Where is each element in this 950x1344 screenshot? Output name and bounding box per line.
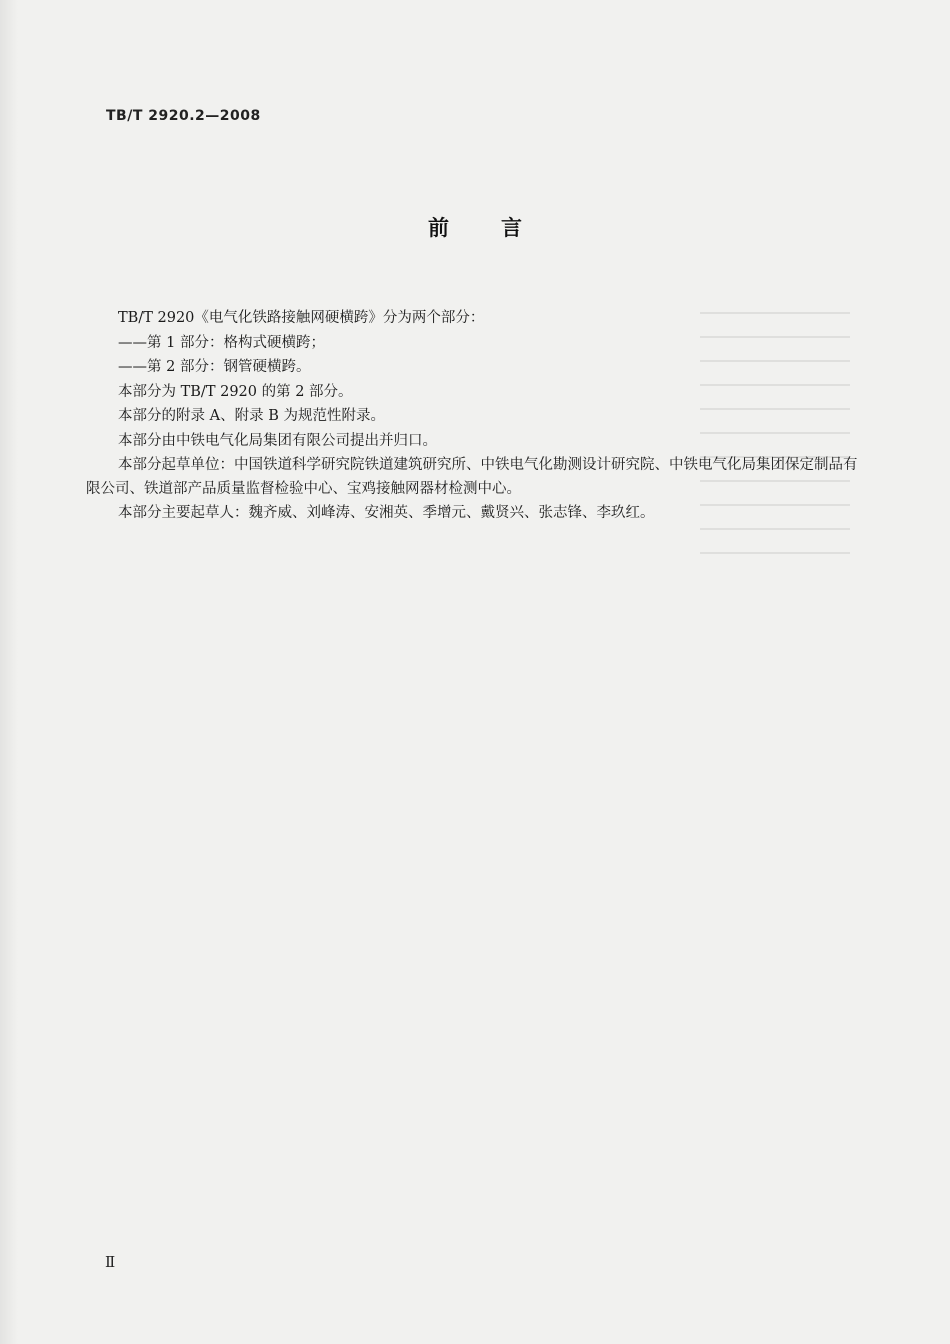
paragraph-part-1: ——第 1 部分：格构式硬横跨；	[118, 334, 325, 351]
paragraph-part-2: ——第 2 部分：钢管硬横跨。	[118, 359, 311, 375]
standard-code: TB/T 2920.2—2008	[106, 108, 261, 124]
paragraph-this-part: 本部分为 TB/T 2920 的第 2 部分。	[118, 383, 353, 400]
paragraph-annexes: 本部分的附录 A、附录 B 为规范性附录。	[118, 408, 385, 424]
page-number: Ⅱ	[105, 1253, 116, 1271]
page-title: 前言	[428, 216, 574, 240]
paragraph-proposer: 本部分由中铁电气化局集团有限公司提出并归口。	[118, 432, 437, 449]
paragraph-drafting-units: 本部分起草单位：中国铁道科学研究院铁道建筑研究所、中铁电气化勘测设计研究院、中铁电气化局集团保定制品有限公司、铁道部产品质量监督检验中心、宝鸡接触网器材检测中心。	[86, 457, 858, 497]
foreword-body	[86, 306, 866, 526]
paragraph-intro: TB/T 2920《电气化铁路接触网硬横跨》分为两个部分：	[118, 310, 485, 326]
paragraph-drafters: 本部分主要起草人：魏齐威、刘峰涛、安湘英、季增元、戴贤兴、张志锋、李玖红。	[118, 505, 655, 521]
